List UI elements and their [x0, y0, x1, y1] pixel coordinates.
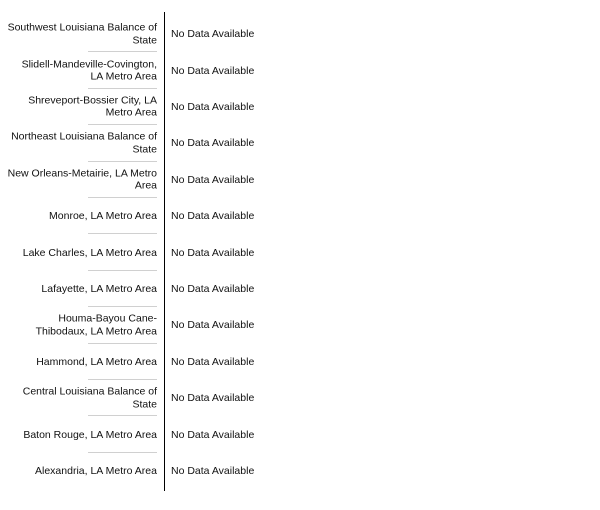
- category-tick-label: Lake Charles, LA Metro Area: [22, 246, 157, 259]
- category-row: [0, 162, 600, 198]
- category-tick-label: Alexandria, LA Metro Area: [35, 464, 157, 477]
- category-tick-label: Slidell-Mandeville-Covington, LA Metro Area: [21, 58, 157, 83]
- category-tick-label: Baton Rouge, LA Metro Area: [23, 428, 157, 441]
- value-data-label: No Data Available: [171, 28, 255, 41]
- value-data-label: No Data Available: [171, 246, 255, 259]
- value-data-label: No Data Available: [171, 137, 255, 150]
- value-data-label: No Data Available: [171, 210, 255, 223]
- category-row: [0, 198, 600, 234]
- value-data-label: No Data Available: [171, 319, 255, 332]
- category-tick-label: Shreveport-Bossier City, LA Metro Area: [28, 94, 157, 119]
- category-row: [0, 380, 600, 416]
- category-tick-label: Northeast Louisiana Balance of State: [11, 130, 157, 156]
- category-row: [0, 89, 600, 125]
- category-row: [0, 307, 600, 343]
- category-tick-label: Monroe, LA Metro Area: [49, 209, 157, 222]
- category-tick-label: Southwest Louisiana Balance of State: [7, 21, 157, 47]
- category-tick-label: Central Louisiana Balance of State: [22, 385, 157, 411]
- category-tick-label: Lafayette, LA Metro Area: [41, 282, 157, 295]
- category-row: [0, 453, 600, 489]
- category-tick-label: Hammond, LA Metro Area: [36, 355, 157, 368]
- value-data-label: No Data Available: [171, 392, 255, 405]
- value-data-label: No Data Available: [171, 355, 255, 368]
- category-row: [0, 52, 600, 88]
- category-tick-label: Houma-Bayou Cane-Thibodaux, LA Metro Area: [35, 312, 157, 338]
- category-row: [0, 125, 600, 161]
- value-data-label: No Data Available: [171, 64, 255, 77]
- value-data-label: No Data Available: [171, 282, 255, 295]
- category-row: [0, 416, 600, 452]
- category-tick-label: New Orleans-Metairie, LA Metro Area: [7, 167, 157, 192]
- category-row: [0, 234, 600, 270]
- category-row: [0, 271, 600, 307]
- category-row: [0, 16, 600, 52]
- value-data-label: No Data Available: [171, 428, 255, 441]
- value-data-label: No Data Available: [171, 464, 255, 477]
- category-row: [0, 344, 600, 380]
- value-data-label: No Data Available: [171, 173, 255, 186]
- value-data-label: No Data Available: [171, 100, 255, 113]
